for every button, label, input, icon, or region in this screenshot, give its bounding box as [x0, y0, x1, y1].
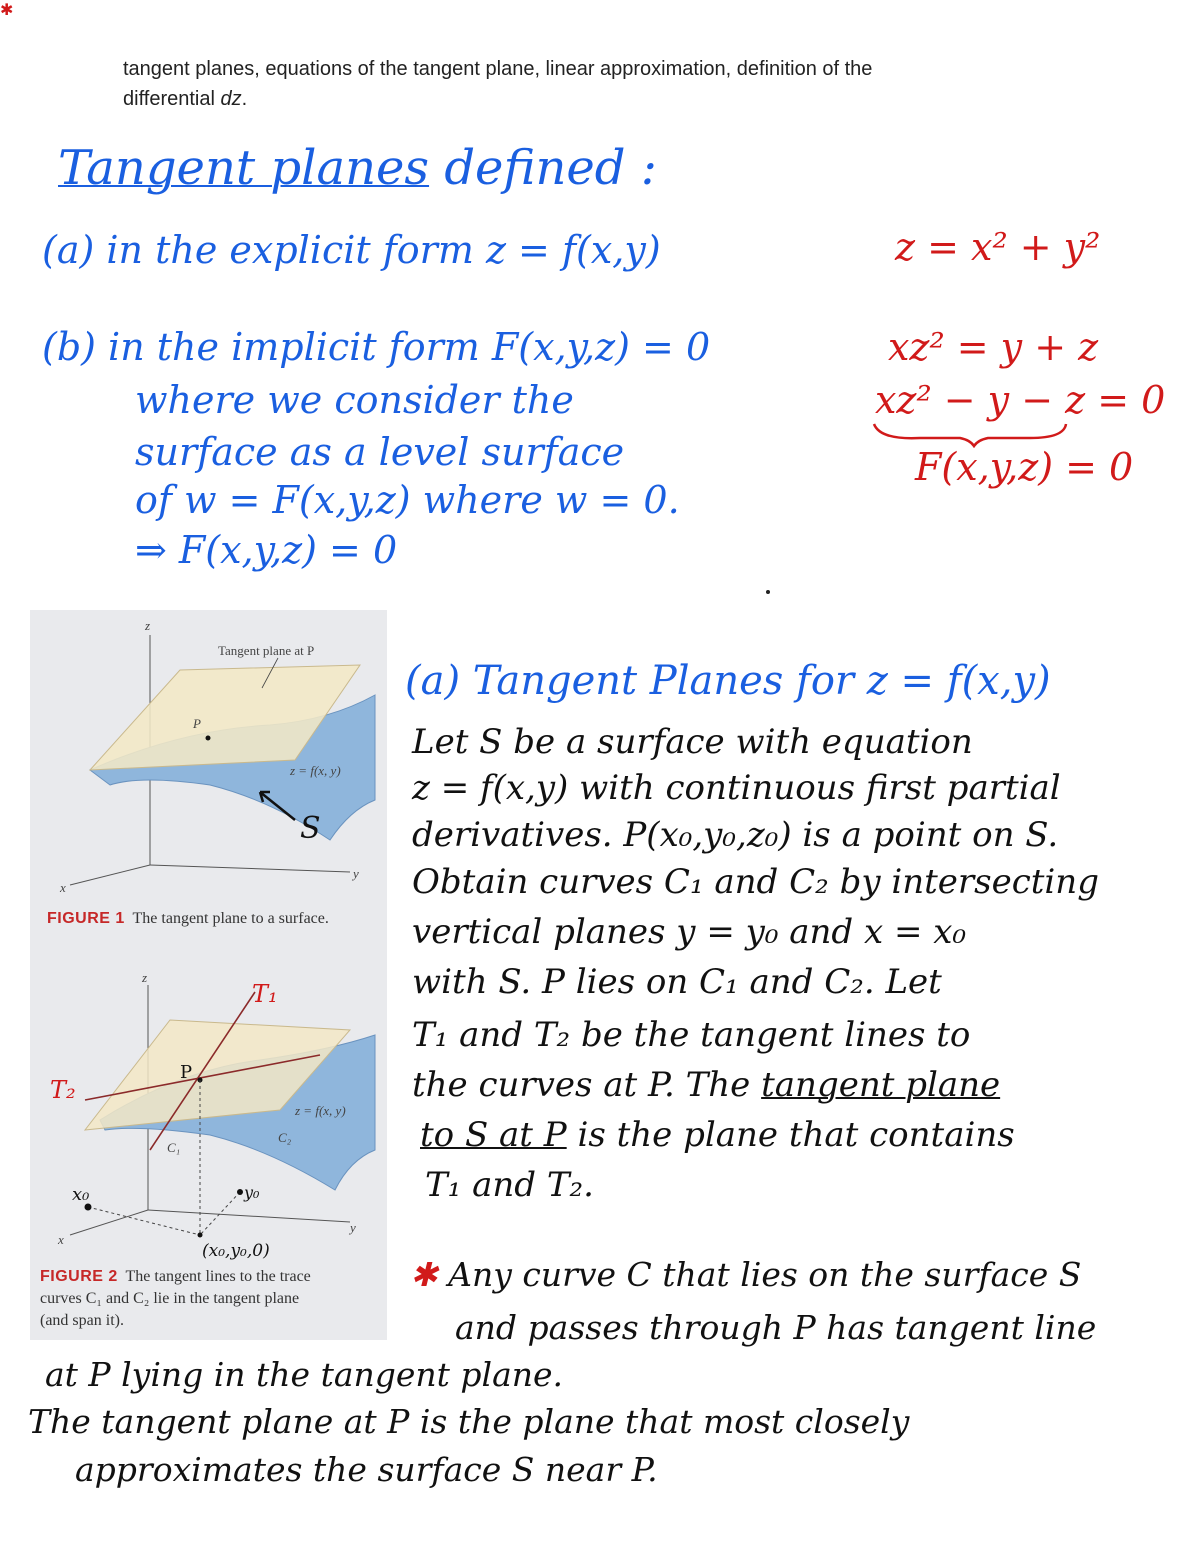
fig1-z-label: z [145, 618, 151, 633]
section-a-line-2: z = f(x,y) with continuous first partial [412, 768, 1061, 808]
title-rest: defined : [429, 140, 657, 196]
fig1-p-label: P [193, 716, 201, 731]
section-a-line-3: derivatives. P(x₀,y₀,z₀) is a point on S. [412, 815, 1059, 855]
fig2-c2-label: C₂ [278, 1130, 292, 1145]
note-1-line-1: ✱ Any curve C that lies on the surface S [410, 1255, 1082, 1294]
header-line-2: differential dz. [123, 88, 248, 110]
figure-2-caption: FIGURE 2 The tangent lines to the trace curves C₁ and C₂ lie in the tangent plane (and span it). [40, 1268, 311, 1329]
figure-diagrams [30, 610, 387, 1340]
stray-dot [766, 590, 770, 594]
section-a-line-1: Let S be a surface with equation [412, 722, 973, 762]
fig2-base-label: (x₀,y₀,0) [202, 1241, 270, 1261]
fig1-y-label: y [353, 866, 359, 881]
figure-2-diagram [50, 970, 375, 1261]
note-2-line-1: The tangent plane at P is the plane that most closely [28, 1402, 910, 1441]
example-implicit-2: xz² − y − z = 0 [875, 378, 1166, 422]
note-1-line-2: and passes through P has tangent line [455, 1308, 1097, 1347]
asterisk-icon: ✱ [0, 2, 14, 19]
note-2-line-2: approximates the surface S near P. [75, 1450, 658, 1489]
example-implicit-3: F(x,y,z) = 0 [915, 445, 1134, 489]
section-a-heading: (a) Tangent Planes for z = f(x,y) [405, 658, 1051, 704]
fig2-y0-dot [237, 1189, 243, 1195]
fig2-p-label: P [180, 1062, 193, 1083]
fig2-x-label: x [58, 1232, 64, 1247]
fig1-y-axis [150, 865, 350, 872]
form-b-line-5: ⇒ F(x,y,z) = 0 [135, 528, 398, 572]
fig1-x-label: x [60, 880, 66, 895]
fig2-c1-label: C₁ [167, 1140, 181, 1155]
example-implicit-1: xz² = y + z [888, 325, 1099, 369]
figure-panel [30, 610, 387, 1340]
fig2-x-axis [70, 1210, 148, 1235]
fig2-base-dot [198, 1233, 203, 1238]
section-a-line-9: to S at P is the plane that contains [420, 1115, 1015, 1155]
section-a-line-6: with S. P lies on C₁ and C₂. Let [412, 962, 942, 1002]
form-b-line-4: of w = F(x,y,z) where w = 0. [135, 478, 680, 522]
fig2-z-label: z [142, 970, 148, 985]
fig2-t2-label: T₂ [50, 1076, 76, 1104]
fig2-t1-label: T₁ [252, 980, 278, 1008]
note-1-line-3: at P lying in the tangent plane. [45, 1355, 564, 1394]
section-a-line-4: Obtain curves C₁ and C₂ by intersecting [412, 862, 1099, 902]
form-b-line-3: surface as a level surface [135, 430, 625, 474]
header-line-1: tangent planes, equations of the tangent plane, linear approximation, definition of the [123, 58, 873, 80]
section-a-line-7: T₁ and T₂ be the tangent lines to [412, 1015, 971, 1055]
section-a-line-5: vertical planes y = y₀ and x = x₀ [412, 912, 967, 952]
title-underlined: Tangent planes [58, 140, 430, 196]
asterisk-icon: ✱ [410, 1255, 438, 1294]
fig1-s-label: S [300, 811, 321, 846]
figure-1-diagram [59, 618, 375, 895]
section-a-line-8: the curves at P. The tangent plane [412, 1065, 1001, 1105]
fig2-y0-label: y₀ [244, 1183, 260, 1202]
fig1-x-axis [70, 865, 150, 885]
fig2-y-axis [148, 1210, 350, 1222]
section-a-line-10: T₁ and T₂. [425, 1165, 594, 1205]
brace-icon [870, 418, 1070, 448]
header-text [123, 54, 872, 114]
fig2-x0-label: x₀ [72, 1184, 90, 1205]
figure-1-caption: FIGURE 1 The tangent plane to a surface. [47, 910, 329, 927]
form-b-line-1: (b) in the implicit form F(x,y,z) = 0 [42, 325, 711, 369]
fig2-surface-label: z = f(x, y) [295, 1103, 346, 1118]
fig2-y-label: y [350, 1220, 356, 1235]
example-explicit: z = x² + y² [895, 225, 1101, 269]
form-a: (a) in the explicit form z = f(x,y) [42, 228, 661, 272]
fig1-plane-label: Tangent plane at P [218, 643, 315, 658]
page-title [58, 140, 657, 196]
form-b-line-2: where we consider the [135, 378, 574, 422]
fig1-point-p [206, 736, 211, 741]
fig1-surface-label: z = f(x, y) [290, 763, 341, 778]
